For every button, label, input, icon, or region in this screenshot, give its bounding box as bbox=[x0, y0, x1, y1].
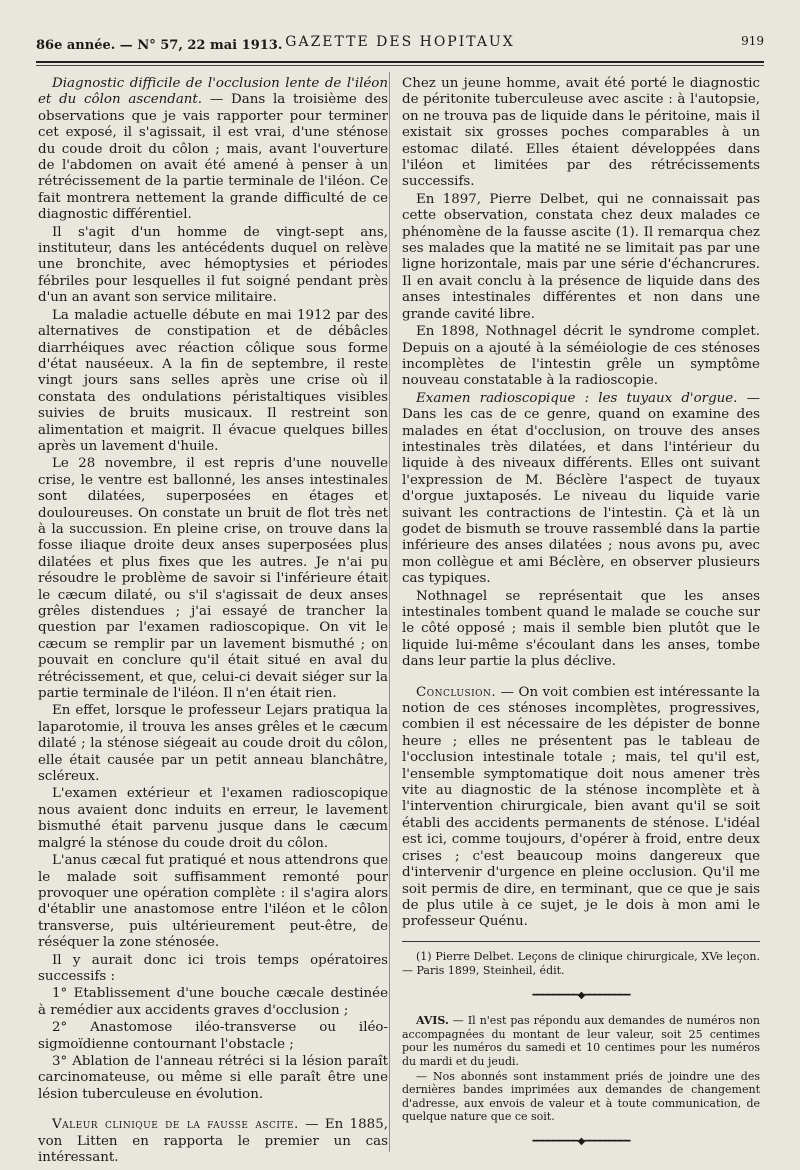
left-column bbox=[38, 76, 388, 1167]
section-title: Diagnostic difficile de l'occlusion lente de l'iléon et du côlon ascendant. bbox=[38, 76, 388, 108]
list-item: 1° Etablissement d'une bouche cæcale destinée à remédier aux accidents graves d'occlusion ; bbox=[38, 986, 388, 1018]
list-item: 3° Ablation de l'anneau rétréci si la lésion paraît carcinomateuse, ou même si elle paraît être une lésion tuberculeuse en évolution. bbox=[38, 1053, 388, 1102]
paragraph-text: — Dans la troisième des observations que je vais rapporter pour terminer cet exposé, il s'agissait, il est vrai, d'une sténose du coude droit du côlon ; mais, avant l'ouverture de l'abdomen on avait été amené à penser à un rétrécissement de la partie terminale de l'iléon. Ce fait montrera nettement la grande difficulté de ce diagnostic différentiel. bbox=[38, 92, 388, 223]
section-title: Valeur clinique de la fausse ascite. bbox=[52, 1117, 299, 1133]
paragraph: L'examen extérieur et l'examen radioscopique nous avaient donc induits en erreur, le lavement bismuthé était parvenu jusque dans le cæcum malgré la sténose du coude droit du côlon. bbox=[38, 786, 388, 851]
paragraph: Nothnagel se représentait que les anses intestinales tombent quand le malade se couche sur le côté opposé ; mais il semble bien plutôt que le liquide lui-même s'écoulant dans les anses, tombe dans leur partie la plus déclive. bbox=[402, 588, 760, 670]
journal-title: GAZETTE DES HOPITAUX bbox=[285, 34, 515, 50]
header-rule-thin bbox=[36, 65, 764, 66]
paragraph: En 1897, Pierre Delbet, qui ne connaissait pas cette observation, constata chez deux malades ce phénomène de la fausse ascite (1). Il remarqua chez ses malades que la matité ne se limitait pas par une ligne horizontale, mais par une série d'échancrures. Il en avait conclu à la présence de liquide dans des anses intestinales différentes et non dans une grande cavité libre. bbox=[402, 191, 760, 322]
ornament-divider: ━━━━━━━━━◆━━━━━━━━━ bbox=[532, 989, 630, 1001]
paragraph-text: — En 1885, von Litten en rapporta le premier un cas intéressant. bbox=[38, 1117, 388, 1165]
footnote-rule bbox=[402, 941, 760, 942]
paragraph: Le 28 novembre, il est repris d'une nouvelle crise, le ventre est ballonné, les anses intestinales sont dilatées, superposées en étages et douloureuses. On constate un bruit de flot très net à la succussion. En pleine crise, on trouve dans la fosse iliaque droite deux anses superposées plus dilatées et plus fixes que les autres. Je n'ai pu résoudre le problème de savoir si l'inférieure était le cæcum dilaté, ou s'il s'agissait de deux anses grêles distendues ; j'ai essayé de trancher la question par l'examen radioscopique. On vit le cæcum se remplir par un lavement bismuthé ; on pouvait en conclure qu'il était situé en aval du rétrécissement, et que, celui-ci devait siéger sur la partie terminale de l'iléon. Il n'en était rien. bbox=[38, 456, 388, 702]
list-item: 2° Anastomose iléo-transverse ou iléo-sigmoïdienne contournant l'obstacle ; bbox=[38, 1020, 388, 1052]
paragraph: En 1898, Nothnagel décrit le syndrome complet. Depuis on a ajouté à la séméiologie de ces sténoses incomplètes de l'intestin grêle un symptôme nouveau constatable à la radioscopie. bbox=[402, 324, 760, 389]
header-rule bbox=[36, 61, 764, 63]
paragraph: La maladie actuelle débute en mai 1912 par des alternatives de constipation et de débâcles diarrhéiques avec réaction côlique sous forme d'état nauséeux. A la fin de septembre, il reste vingt jours sans selles après une crise où il constata des ondulations péristaltiques visibles suivies de bruits musicaux. Il restreint son alimentation et maigrit. Il évacue quelques billes après un lavement d'huile. bbox=[38, 307, 388, 454]
ornament-divider: ━━━━━━━━━◆━━━━━━━━━ bbox=[532, 1135, 630, 1147]
issue-info: 86e année. — N° 57, 22 mai 1913. bbox=[36, 38, 283, 53]
paragraph: L'anus cæcal fut pratiqué et nous attendrons que le malade soit suffisamment remonté pour provoquer une opération complète : il s'agira alors d'établir une anastomose entre l'iléon et le côlon transverse, puis ultérieurement peut-être, de réséquer la zone sténosée. bbox=[38, 853, 388, 951]
section-title: Examen radioscopique : les tuyaux d'orgue. bbox=[416, 390, 738, 406]
paragraph-text: — Dans les cas de ce genre, quand on examine des malades en état d'occlusion, on trouve des anses intestinales très dilatées, et dans l'intérieur du liquide à des niveaux différents. Elles ont suivant l'expression de M. Béclère l'aspect de tuyaux d'orgue juxtaposés. Le niveau du liquide varie suivant les contractions de l'intestin. Çà et là un godet de bismuth se trouve rassemblé dans la partie inférieure des anses dilatées ; nous avons pu, avec mon collègue et ami Béclère, en observer plusieurs cas typiques. bbox=[402, 390, 760, 587]
paragraph-text: — On voit combien est intéressante la notion de ces sténoses incomplètes, progressives, combien il est nécessaire de les dépister de bonne heure ; elles ne présentent pas le tableau de l'occlusion intestinale totale ; mais, tel qu'il est, l'ensemble symptomatique doit nous amener très vite au diagnostic de la sténose incomplète et à l'intervention chirurgicale, bien avant qu'il se soit établi des accidents permanents de sténose. L'idéal est ici, comme toujours, d'opérer à froid, entre deux crises ; c'est beaucoup moins dangereux que d'intervenir d'urgence en pleine occlusion. Qu'il me soit permis de dire, en terminant, que ce que je sais de plus utile à ce sujet, je le dois à mon ami le professeur Quénu. bbox=[402, 684, 760, 930]
paragraph bbox=[402, 391, 760, 588]
section-title: Conclusion. bbox=[416, 684, 497, 700]
paragraph bbox=[402, 685, 760, 931]
paragraph: En effet, lorsque le professeur Lejars pratiqua la laparotomie, il trouva les anses grêles et le cæcum dilaté ; la sténose siégeait au coude droit du côlon, elle était causée par un petit anneau blanchâtre, scléreux. bbox=[38, 703, 388, 785]
paragraph bbox=[38, 1117, 388, 1166]
right-column bbox=[402, 76, 760, 1160]
footnote: (1) Pierre Delbet. Leçons de clinique chirurgicale, XVe leçon. — Paris 1899, Steinheil, édit. bbox=[402, 949, 760, 977]
notice: — Nos abonnés sont instamment priés de joindre une des dernières bandes imprimées aux demandes de changement d'adresse, aux envois de valeur et à toute communication, de quelque nature que ce soit. bbox=[402, 1069, 760, 1124]
column-divider bbox=[389, 72, 390, 1152]
paragraph: Il y aurait donc ici trois temps opératoires successifs : bbox=[38, 952, 388, 984]
notice bbox=[402, 1014, 760, 1068]
page-number: 919 bbox=[741, 34, 764, 48]
notice-title: AVIS. bbox=[416, 1014, 449, 1028]
paragraph: Chez un jeune homme, avait été porté le diagnostic de péritonite tuberculeuse avec ascite : à l'autopsie, on ne trouva pas de liquide dans le péritoine, mais il existait six grosses poches comparables à un estomac dilaté. Elles étaient développées dans l'iléon et limitées par des rétrécissements successifs. bbox=[402, 76, 760, 190]
page-header bbox=[36, 28, 764, 58]
notice-text: — Il n'est pas répondu aux demandes de numéros non accompagnées du montant de leur valeur, soit 25 centimes pour les numéros du samedi et 10 centimes pour les numéros du mardi et du jeudi. bbox=[402, 1014, 760, 1068]
paragraph: Il s'agit d'un homme de vingt-sept ans, instituteur, dans les antécédents duquel on relève une bronchite, avec hémoptysies et périodes fébriles pour lesquelles il fut soigné pendant près d'un an avant son service militaire. bbox=[38, 224, 388, 306]
paragraph bbox=[38, 76, 388, 224]
